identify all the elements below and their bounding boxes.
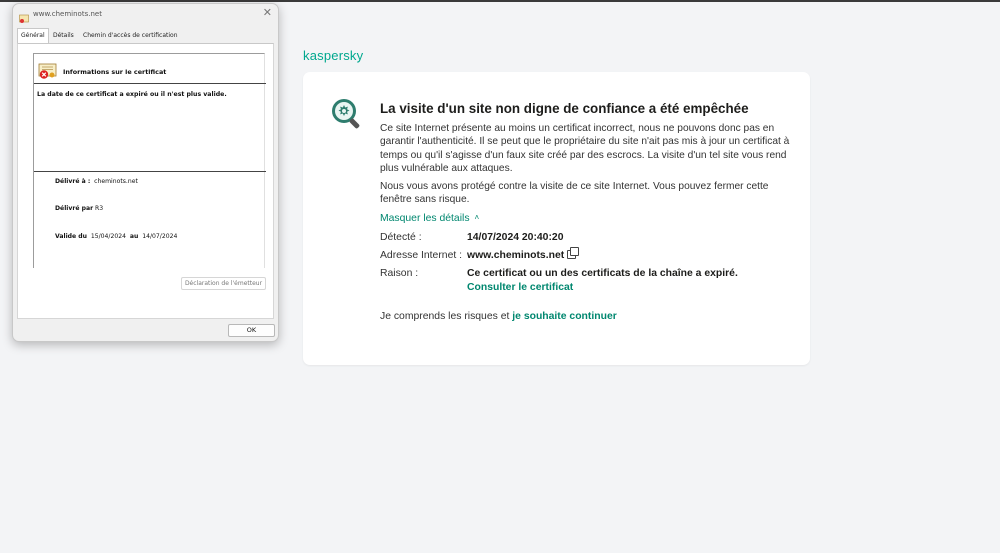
tab-certification-path[interactable]: Chemin d'accès de certification bbox=[83, 32, 178, 39]
accept-risk-line bbox=[380, 311, 617, 322]
block-page-card bbox=[303, 72, 810, 365]
general-tab-panel bbox=[17, 43, 274, 319]
address-value: www.cheminots.net bbox=[467, 250, 565, 261]
page-title: La visite d'un site non digne de confiance a été empêchée bbox=[380, 101, 749, 116]
issued-to-value: cheminots.net bbox=[94, 178, 138, 185]
reason-label: Raison : bbox=[380, 268, 419, 279]
issued-by-value: R3 bbox=[95, 205, 104, 212]
top-border bbox=[0, 0, 1000, 2]
invalid-certificate-icon bbox=[38, 62, 58, 80]
certificate-icon bbox=[19, 9, 29, 19]
issued-to-label: Délivré à : bbox=[55, 178, 91, 185]
issuer-statement-button[interactable]: Déclaration de l'émetteur bbox=[181, 277, 266, 290]
hide-details-label: Masquer les détails bbox=[380, 213, 470, 224]
kaspersky-logo: kaspersky bbox=[303, 48, 364, 63]
tab-general[interactable]: Général bbox=[17, 28, 49, 43]
expired-warning: La date de ce certificat a expiré ou il n'est plus valide. bbox=[37, 91, 227, 98]
chevron-up-icon: ˄ bbox=[474, 213, 480, 222]
hide-details-toggle[interactable] bbox=[380, 213, 479, 224]
divider bbox=[34, 171, 266, 172]
detected-value: 14/07/2024 20:40:20 bbox=[467, 232, 564, 243]
validity-row bbox=[55, 233, 177, 240]
accept-risk-text: Je comprends les risques et bbox=[380, 311, 513, 322]
divider bbox=[34, 83, 266, 84]
explanation-text: Ce site Internet présente au moins un certificat incorrect, nous ne pouvons donc pas en garantir l'authenticité. Il se peut que le propriétaire du site n'ait pas mis à jour un certificat à temps ou qu'il s'agisse d'un faux site créé par des escrocs. La visite d'un tel site vous rend plus vulnérable aux attaques. bbox=[380, 123, 790, 175]
issued-to-row bbox=[55, 178, 138, 185]
address-label: Adresse Internet : bbox=[380, 250, 463, 261]
certificate-dialog bbox=[12, 3, 279, 342]
valid-to-label: au bbox=[129, 233, 139, 240]
protection-text: Nous vous avons protégé contre la visite de ce site Internet. Vous pouvez fermer cette fenêtre sans risque. bbox=[380, 181, 769, 206]
reason-row bbox=[380, 268, 738, 279]
valid-from-label: Valide du bbox=[55, 233, 87, 240]
dialog-title: www.cheminots.net bbox=[33, 10, 102, 18]
certificate-info-heading: Informations sur le certificat bbox=[63, 68, 167, 76]
close-icon[interactable]: ✕ bbox=[262, 6, 272, 19]
reason-value: Ce certificat ou un des certificats de la chaîne a expiré. bbox=[467, 268, 738, 279]
view-certificate-link[interactable]: Consulter le certificat bbox=[467, 282, 574, 293]
valid-from-value: 15/04/2024 bbox=[90, 233, 126, 240]
magnifier-shield-icon bbox=[329, 96, 365, 132]
ok-button[interactable]: OK bbox=[228, 324, 275, 337]
detected-row bbox=[380, 232, 563, 243]
certificate-info-box bbox=[33, 53, 265, 268]
valid-to-value: 14/07/2024 bbox=[142, 233, 178, 240]
issued-by-label: Délivré par bbox=[55, 205, 94, 212]
continue-link[interactable]: je souhaite continuer bbox=[512, 311, 617, 322]
address-row bbox=[380, 250, 576, 261]
issued-by-row bbox=[55, 205, 103, 212]
detected-label: Détecté : bbox=[380, 232, 422, 243]
tab-details[interactable]: Détails bbox=[53, 32, 74, 39]
copy-icon[interactable] bbox=[567, 250, 576, 259]
